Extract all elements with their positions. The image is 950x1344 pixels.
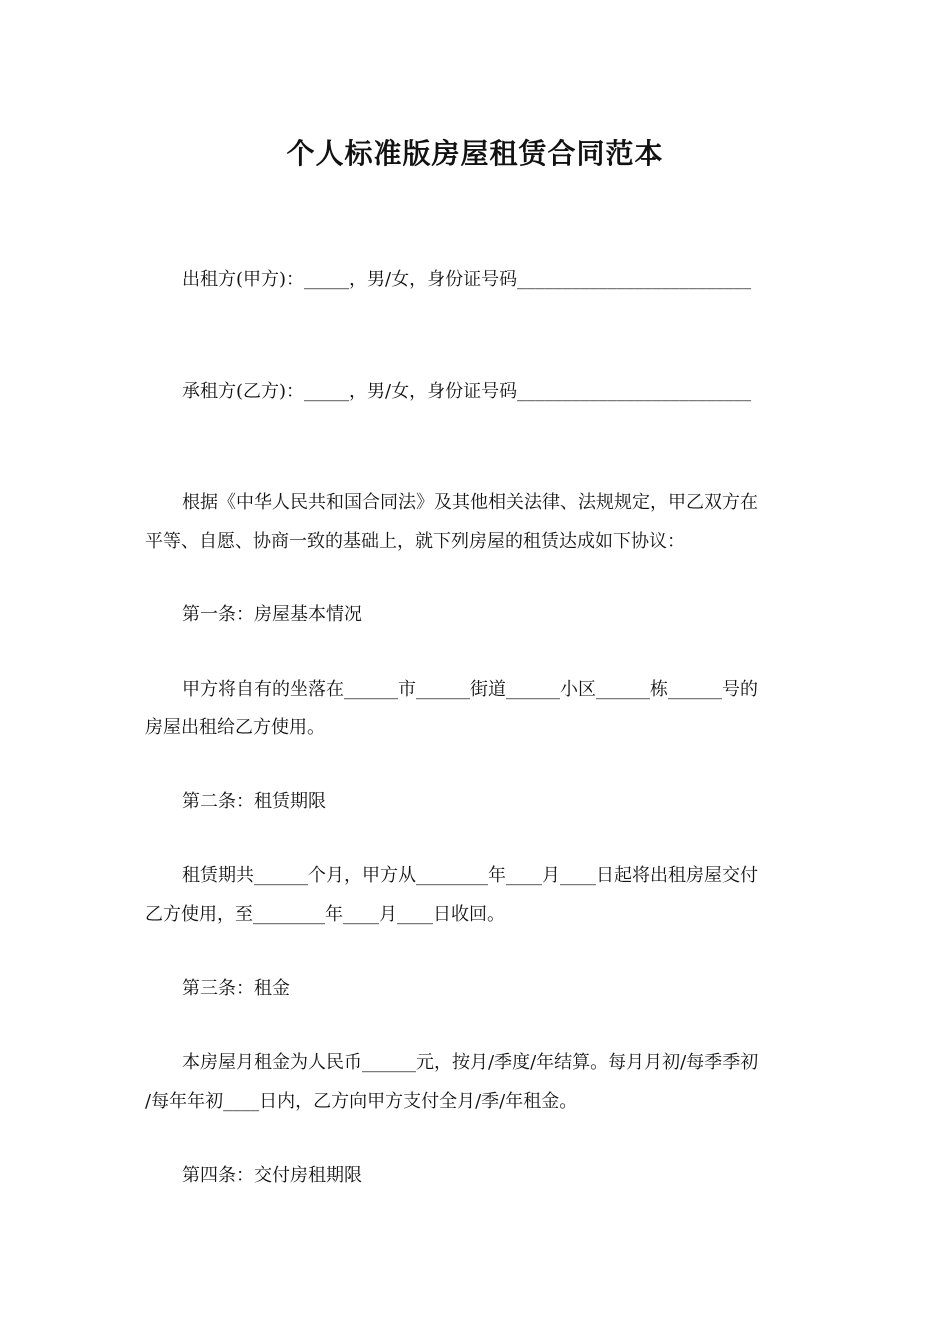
- lessor-line: 出租方(甲方)：_____，男/女，身份证号码__________________________: [182, 269, 752, 290]
- article2-line-1: 租赁期共______个月，甲方从________年____月____日起将出租房屋交付: [182, 865, 758, 886]
- preamble-line-2: 平等、自愿、协商一致的基础上，就下列房屋的租赁达成如下协议：: [145, 531, 685, 552]
- article4-heading: 第四条：交付房租期限: [182, 1165, 362, 1186]
- document-title: 个人标准版房屋租赁合同范本: [286, 137, 664, 170]
- article1-line-2: 房屋出租给乙方使用。: [145, 717, 325, 738]
- article1-heading: 第一条：房屋基本情况: [182, 604, 362, 625]
- lessee-line: 承租方(乙方)：_____，男/女，身份证号码__________________________: [182, 381, 752, 402]
- article2-line-2: 乙方使用，至________年____月____日收回。: [145, 904, 505, 925]
- preamble-line-1: 根据《中华人民共和国合同法》及其他相关法律、法规规定，甲乙双方在: [182, 492, 758, 513]
- article3-line-2: /每年年初____日内，乙方向甲方支付全月/季/年租金。: [145, 1091, 578, 1112]
- article2-heading: 第二条：租赁期限: [182, 791, 326, 812]
- article1-line-1: 甲方将自有的坐落在______市______街道______小区______栋______号的: [182, 679, 758, 700]
- article3-line-1: 本房屋月租金为人民币______元，按月/季度/年结算。每月月初/每季季初: [182, 1052, 759, 1073]
- article3-heading: 第三条：租金: [182, 978, 290, 999]
